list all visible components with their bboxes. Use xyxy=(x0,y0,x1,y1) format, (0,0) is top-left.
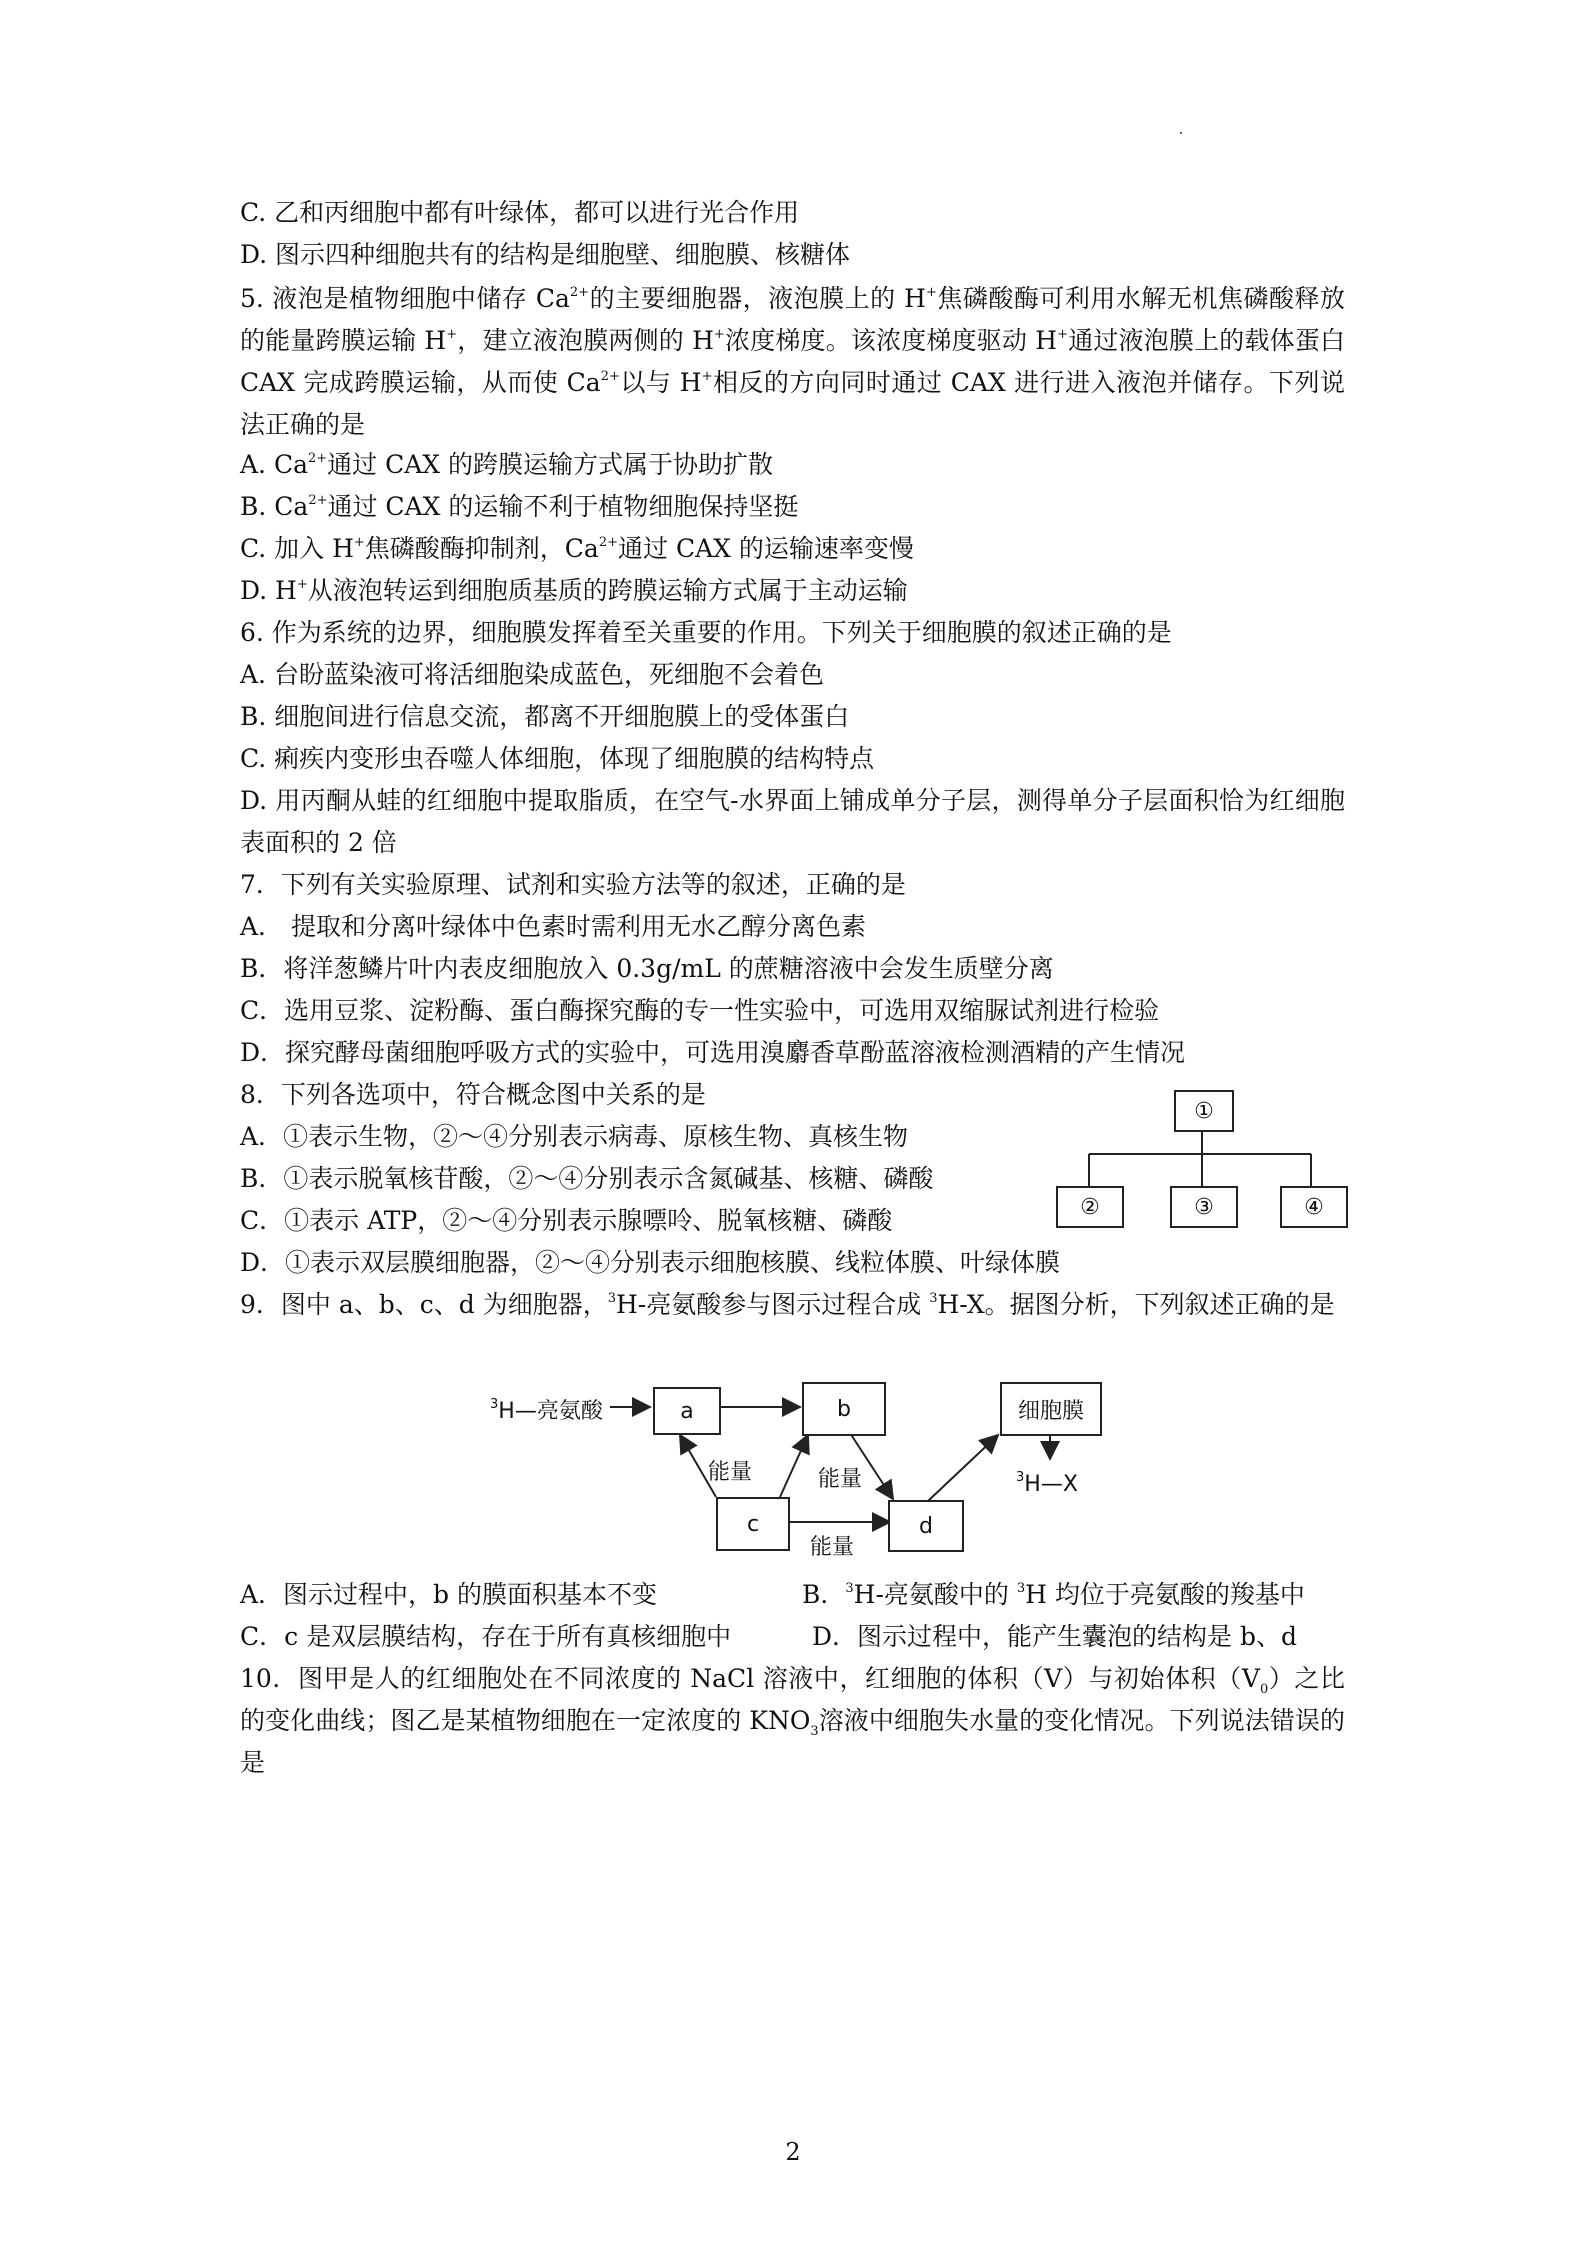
q7-option-a: A． 提取和分离叶绿体中色素时需利用无水乙醇分离色素 xyxy=(240,912,867,941)
organelle-c: c xyxy=(716,1497,790,1551)
q8-option-d: D．①表示双层膜细胞器，②～④分别表示细胞核膜、线粒体膜、叶绿体膜 xyxy=(240,1248,1061,1277)
q7-stem: 7．下列有关实验原理、试剂和实验方法等的叙述，正确的是 xyxy=(240,870,906,899)
energy-label-b: 能量 xyxy=(818,1467,863,1492)
q5-option-b: B. $Ca^{2+}$通过 CAX 的运输不利于植物细胞保持坚挺 xyxy=(240,492,799,521)
q6-option-c: C. 痢疾内变形虫吞噬人体细胞，体现了细胞膜的结构特点 xyxy=(240,744,875,773)
organelle-b: b xyxy=(802,1382,886,1436)
leucine-input-label: $^3$H—亮氨酸 xyxy=(490,1396,603,1424)
energy-label-a: 能量 xyxy=(708,1460,753,1485)
q6-option-a: A. 台盼蓝染液可将活细胞染成蓝色，死细胞不会着色 xyxy=(240,660,824,689)
q4-option-c: C. 乙和丙细胞中都有叶绿体，都可以进行光合作用 xyxy=(240,198,800,227)
q9-option-d: D．图示过程中，能产生囊泡的结构是 b、d xyxy=(812,1622,1297,1651)
q7-option-b: B．将洋葱鳞片叶内表皮细胞放入 0.3g/mL 的蔗糖溶液中会发生质壁分离 xyxy=(240,954,1054,983)
q8-option-a: A．①表示生物，②～④分别表示病毒、原核生物、真核生物 xyxy=(240,1122,909,1151)
q5-option-d: D. H+从液泡转运到细胞质基质的跨膜运输方式属于主动运输 xyxy=(240,576,908,605)
cell-membrane-box: 细胞膜 xyxy=(1000,1382,1102,1436)
q6-option-d: D. 用丙酮从蛙的红细胞中提取脂质，在空气-水界面上铺成单分子层，测得单分子层面积恰为红细胞表面积的 2 倍 xyxy=(240,786,1345,857)
q9-option-b: B．$^3$H-亮氨酸中的 $^3$H 均位于亮氨酸的羧基中 xyxy=(802,1580,1305,1609)
q6-option-b: B. 细胞间进行信息交流，都离不开细胞膜上的受体蛋白 xyxy=(240,702,850,731)
speck-mark xyxy=(1180,132,1182,134)
q4-option-d: D. 图示四种细胞共有的结构是细胞壁、细胞膜、核糖体 xyxy=(240,240,851,269)
concept-node-4: ④ xyxy=(1280,1186,1348,1228)
q8-stem: 8．下列各选项中，符合概念图中关系的是 xyxy=(240,1080,706,1109)
q7-option-c: C．选用豆浆、淀粉酶、蛋白酶探究酶的专一性实验中，可选用双缩脲试剂进行检验 xyxy=(240,996,1160,1025)
energy-label-d: 能量 xyxy=(810,1535,855,1560)
q5-option-c: C. 加入 H+焦磷酸酶抑制剂，$Ca^{2+}$通过 CAX 的运输速率变慢 xyxy=(240,534,914,563)
q6-stem: 6. 作为系统的边界，细胞膜发挥着至关重要的作用。下列关于细胞膜的叙述正确的是 xyxy=(240,618,1172,647)
page-number: 2 xyxy=(785,2138,801,2166)
q5-stem: 5. 液泡是植物细胞中储存 $Ca^{2+}$的主要细胞器，液泡膜上的 H+焦磷酸酶可利用水解无机焦磷酸释放的能量跨膜运输 H+，建立液泡膜两侧的 H+浓度梯度。该浓度梯度驱动 H+通过液泡膜上的载体蛋白 CAX 完成跨膜运输，从而使 $Ca^{2+}$以与 H+相反的方向同时通过 CAX 进行进入液泡并储存。下列说法正确的是 xyxy=(240,284,1346,439)
q7-option-d: D．探究酵母菌细胞呼吸方式的实验中，可选用溴麝香草酚蓝溶液检测酒精的产生情况 xyxy=(240,1038,1186,1067)
organelle-d: d xyxy=(888,1500,964,1552)
product-output-label: $^3$H—X xyxy=(1016,1469,1078,1497)
q9-option-a: A．图示过程中，b 的膜面积基本不变 xyxy=(240,1580,658,1609)
concept-node-2: ② xyxy=(1056,1186,1124,1228)
q8-option-b: B．①表示脱氧核苷酸，②～④分别表示含氮碱基、核糖、磷酸 xyxy=(240,1164,934,1193)
q5-option-a: A. $Ca^{2+}$通过 CAX 的跨膜运输方式属于协助扩散 xyxy=(240,450,774,479)
concept-node-3: ③ xyxy=(1170,1186,1238,1228)
q8-option-c: C．①表示 ATP，②～④分别表示腺嘌呤、脱氧核糖、磷酸 xyxy=(240,1206,893,1235)
concept-node-1: ① xyxy=(1174,1090,1234,1132)
q9-option-c: C．c 是双层膜结构，存在于所有真核细胞中 xyxy=(240,1622,732,1651)
organelle-a: a xyxy=(653,1387,721,1435)
q9-stem-line1: 9．图中 a、b、c、d 为细胞器，$^3$H-亮氨酸参与图示过程合成 $^3$H-X。据图分析，下列叙述正确的是 xyxy=(240,1290,1335,1319)
q10-stem: 10．图甲是人的红细胞处在不同浓度的 NaCl 溶液中，红细胞的体积（V）与初始体积$(V_0)$之比的变化曲线；图乙是某植物细胞在一定浓度的 $KNO_3$溶液中细胞失水量的变化情况。下列说法错误的是 xyxy=(240,1664,1345,1777)
